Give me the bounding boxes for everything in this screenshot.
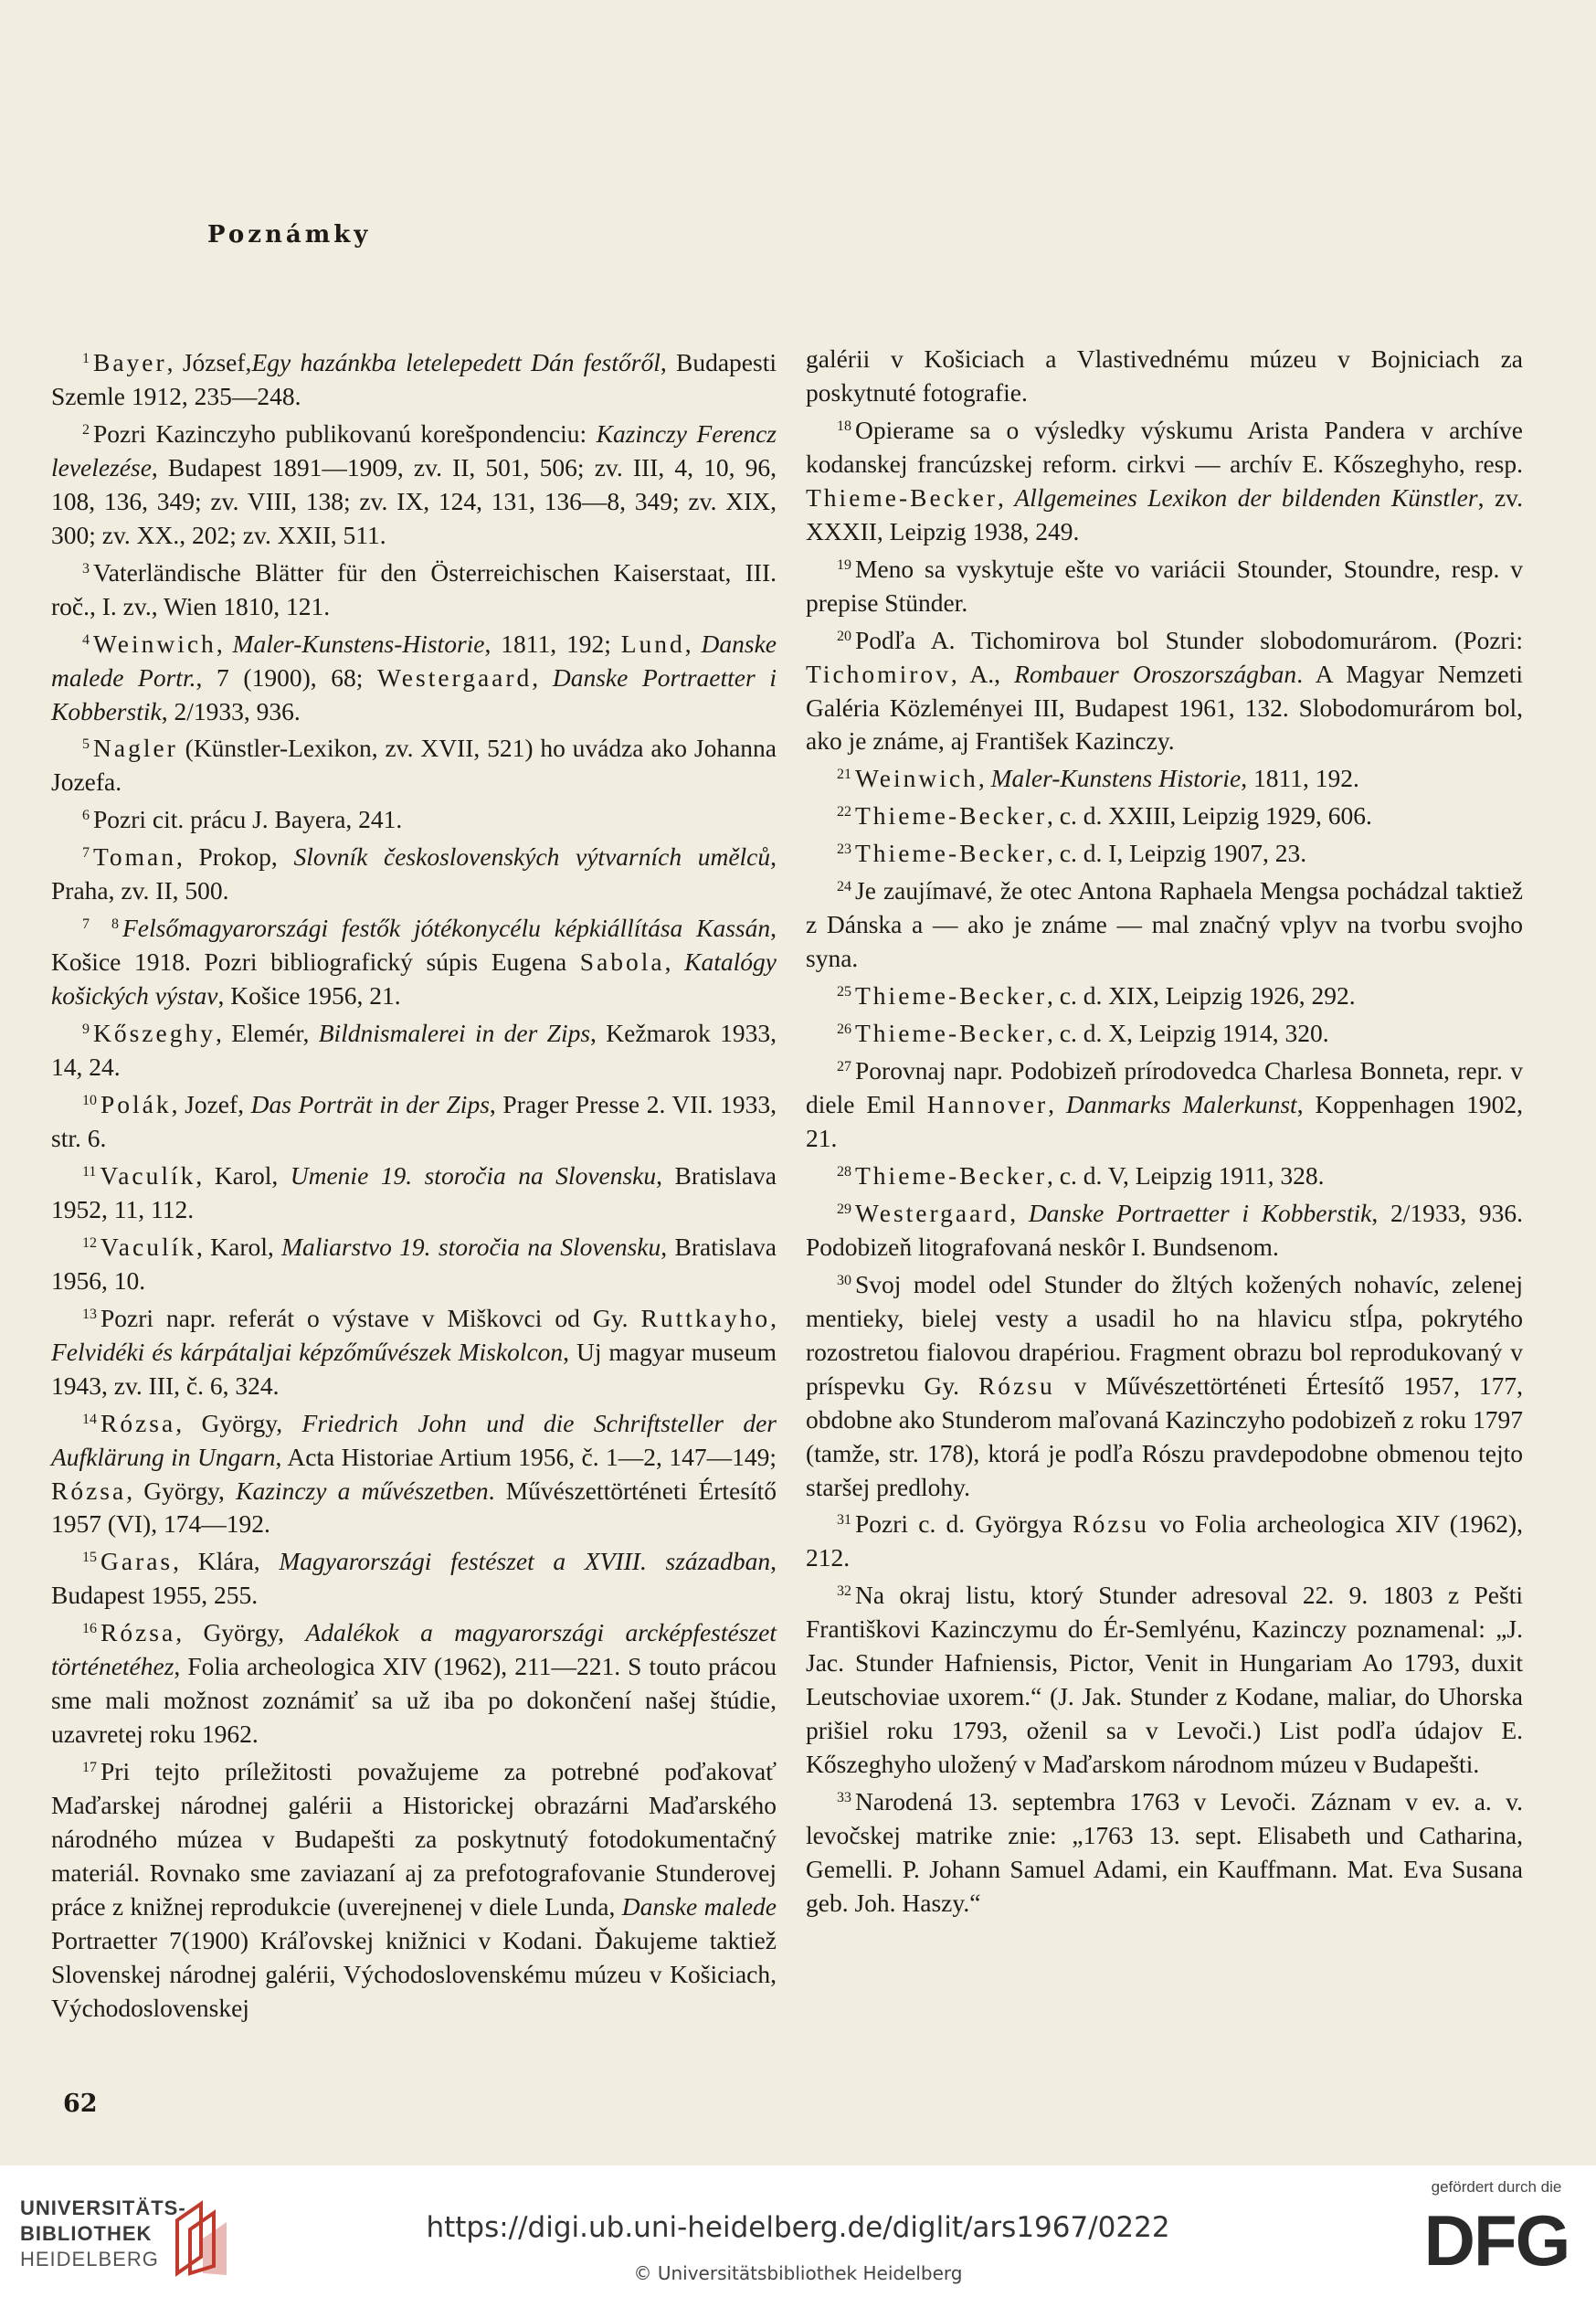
footnote-number: 2 <box>82 421 90 438</box>
footnote-number: 14 <box>82 1411 97 1427</box>
footnote-number: 33 <box>837 1790 851 1806</box>
notes-column-left <box>51 343 777 2026</box>
footnote-6 <box>51 799 777 837</box>
footnote-number: 12 <box>82 1234 97 1251</box>
footnote-number: 9 <box>82 1021 90 1038</box>
footnote-text: Pozri napr. referát o výstave v Miškovci od Gy. Ruttkayho, Felvidéki és kárpátaljai képzőművészek Miskolcon, Uj magyar museum 1943, zv. III, č. 6, 324. <box>51 1303 777 1400</box>
footnote-number: 10 <box>82 1093 97 1109</box>
footnote-19 <box>806 549 1523 620</box>
footnote-number: 5 <box>82 736 90 753</box>
footnote-13 <box>51 1298 777 1403</box>
footnote-text: Rózsa, György, Friedrich John und die Schriftsteller der Aufklärung in Ungarn, Acta Historiae Artium 1956, č. 1—2, 147—149; Rózsa, György, Kazinczy a művészetben. Művészettörténeti Értesítő 1957 (VI), 174—192. <box>51 1408 777 1539</box>
footnote-text: Svoj model odel Stunder do žltých kožených nohavíc, zelenej mentieky, bielej vesty a usadil ho na hlavicu stĺpa, pokrytého rozostretou fialovou drapériou. Fragment obrazu bol reprodukovaný v príspevku Gy. Rózsu v Művészettörténeti Értesítő 1957, 177, obdobne ako Stunderom maľovaná Kazinczyho podobizeň z roku 1797 (tamže, str. 178), ktorá je podľa Rószu pravdepodobne obmenou tejto staršej predlohy. <box>806 1269 1524 1501</box>
footnote-number: 4 <box>82 631 90 648</box>
footnote-18 <box>806 410 1523 549</box>
footnote-text: Polák, Jozef, Das Porträt in der Zips, Prager Presse 2. VII. 1933, str. 6. <box>51 1090 777 1152</box>
footnote-number: 24 <box>837 879 851 895</box>
notes-column-right <box>806 343 1523 1921</box>
footnote-15 <box>51 1541 777 1613</box>
footnote-3 <box>51 553 777 624</box>
footnote-text: Vaterländische Blätter für den Österreichischen Kaiserstaat, III. roč., I. zv., Wien 1810, 121. <box>51 557 777 620</box>
footnote-2 <box>51 414 777 553</box>
footnote-text: Thieme-Becker, c. d. XXIII, Leipzig 1929, 606. <box>855 801 1372 831</box>
footnote-text: Na okraj listu, ktorý Stunder adresoval 22. 9. 1803 z Pešti Františkovi Kazinczymu do Ér-Semlyénu, Kazinczy poznamenal: „J. Jac. Stunder Hafniensis, Pictor, Venit in Hungariam Ao 1793, duxit Leutschoviae uxorem.“ (J. Jak. Stunder z Kodane, maliar, do Uhorska prišiel roku 1793, oženil sa v Levoči.) List podľa údajov E. Kőszeghyho uložený v Maďarskom národnom múzeu v Budapešti. <box>806 1581 1523 1779</box>
funder-name: DFG <box>1423 2200 1570 2281</box>
footnote-number: 19 <box>837 556 851 573</box>
footnote-number: 31 <box>837 1512 851 1529</box>
footnote-text: Thieme-Becker, c. d. V, Leipzig 1911, 328. <box>855 1160 1325 1190</box>
footnote-number: 23 <box>837 842 851 858</box>
library-name-line-1: UNIVERSITÄTS- <box>20 2196 186 2219</box>
footnote-20 <box>806 620 1523 759</box>
footnote-number: 20 <box>837 628 851 644</box>
footnote-5 <box>51 728 777 799</box>
footnote-text: Pozri Kazinczyho publikovanú korešpondenciu: Kazinczy Ferencz levelezése, Budapest 1891—1909, zv. II, 501, 506; zv. III, 4, 10, 96, 108, 136, 349; zv. VIII, 138; zv. IX, 124, 131, 136—8, 349; zv. XIX, 300; zv. XX., 202; zv. XXII, 511. <box>51 418 777 549</box>
footnote-text: Je zaujímavé, že otec Antona Raphaela Mengsa pochádzal taktiež z Dánska a — ako je známe — mal značný vplyv na tvorbu svojho syna. <box>806 876 1523 973</box>
footnote-number: 8 <box>111 916 119 933</box>
footnote-24 <box>806 871 1523 976</box>
footnote-number: 16 <box>82 1621 97 1637</box>
footnote-4 <box>51 624 777 729</box>
footnote-11 <box>51 1156 777 1227</box>
footnote-number: 30 <box>837 1272 851 1288</box>
footnote-text: Opierame sa o výsledky výskumu Arista Pandera v archíve kodanskej francúzskej reform. cirkvi — archív E. Kőszeghyho, resp. Thieme-Becker, Allgemeines Lexikon der bildenden Künstler, zv. XXXII, Leipzig 1938, 249. <box>806 415 1523 545</box>
footnote-continued <box>806 343 1523 410</box>
footnote-7 <box>51 837 777 908</box>
footnote-26 <box>806 1013 1523 1051</box>
library-name-line-2: BIBLIOTHEK <box>20 2222 153 2245</box>
footnote-text: Thieme-Becker, c. d. I, Leipzig 1907, 23. <box>855 839 1307 868</box>
footnote-16 <box>51 1613 777 1752</box>
funder-label: gefördert durch die <box>1431 2178 1562 2196</box>
footnote-29 <box>806 1193 1523 1265</box>
footnote-text: Pozri c. d. Györgya Rózsu vo Folia archeologica XIV (1962), 212. <box>806 1509 1523 1572</box>
document-url-link[interactable]: https://digi.ub.uni-heidelberg.de/diglit/ars1967/0222 <box>426 2211 1170 2244</box>
footnote-number: 32 <box>837 1583 851 1600</box>
funder-logo[interactable] <box>1419 2178 1574 2288</box>
footnote-text: Garas, Klára, Magyarországi festészet a XVIII. században, Budapest 1955, 255. <box>51 1547 777 1610</box>
footnote-text: Vaculík, Karol, Maliarstvo 19. storočia na Slovensku, Bratislava 1956, 10. <box>51 1232 777 1295</box>
footnote-text: Toman, Prokop, Slovník československých výtvarních umělců, Praha, zv. II, 500. <box>51 842 777 905</box>
page-heading: Poznámky <box>207 221 372 249</box>
footnote-number: 11 <box>82 1163 97 1180</box>
footnote-text: Thieme-Becker, c. d. X, Leipzig 1914, 320. <box>855 1019 1329 1048</box>
footnote-number: 26 <box>837 1021 851 1038</box>
footnote-21 <box>806 758 1523 796</box>
footnote-number: 28 <box>837 1163 851 1180</box>
footnote-number: 17 <box>82 1760 97 1776</box>
footnote-number: 21 <box>837 767 851 783</box>
footnote-text: Westergaard, Danske Portraetter i Kobberstik, 2/1933, 936. Podobizeň litografovaná neskôr I. Bundsenom. <box>806 1198 1524 1261</box>
footnote-text: Narodená 13. septembra 1763 v Levoči. Záznam v ev. a. v. levočskej matrike znie: „1763 13. sept. Elisabeth und Catharina, Gemelli. P. Johann Samuel Adami, ein Kauffmann. Mat. Eva Susana geb. Joh. Haszy.“ <box>806 1787 1523 1917</box>
footnote-text: galérii v Košiciach a Vlastivednému múzeu v Bojniciach za poskytnuté fotografie. <box>806 344 1523 407</box>
footnote-number: 29 <box>837 1201 851 1217</box>
footnote-14 <box>51 1403 777 1542</box>
footnote-22 <box>806 796 1523 833</box>
footnote-text: Weinwich, Maler-Kunstens-Historie, 1811, 192; Lund, Danske malede Portr., 7 (1900), 68; Westergaard, Danske Portraetter i Kobberstik, 2/1933, 936. <box>51 629 777 725</box>
footnote-number: 18 <box>837 418 851 434</box>
footnote-number: 27 <box>837 1059 851 1075</box>
footnote-number: 15 <box>82 1550 97 1566</box>
footnote-number: 6 <box>82 808 90 824</box>
library-name-line-3: HEIDELBERG <box>20 2248 159 2271</box>
footnote-text: Podľa A. Tichomirova bol Stunder slobodomurárom. (Pozri: Tichomirov, A., Rombauer Oroszországban. A Magyar Nemzeti Galéria Közleményei III, Budapest 1961, 132. Slobodomurárom bol, ako je známe, aj František Kazinczy. <box>806 625 1524 756</box>
footnote-12 <box>51 1227 777 1298</box>
copyright-notice: © Universitätsbibliothek Heidelberg <box>633 2262 963 2284</box>
footnote-number: 1 <box>82 351 90 366</box>
footnote-10 <box>51 1085 777 1156</box>
footnote-28 <box>806 1156 1523 1193</box>
footnote-stray-number: 7 <box>82 916 90 933</box>
footnote-31 <box>806 1504 1523 1575</box>
footnote-number: 13 <box>82 1306 97 1322</box>
footnote-27 <box>806 1051 1523 1156</box>
footnote-text: Pri tejto príležitosti považujeme za potrebné poďakovať Maďarskej národnej galérii a Historickej obrazárni Maďarského národného múzea v Budapešti za poskytnutý fotodokumentačný materiál. Rovnako sme zaviazaní aj za prefotografovanie Stunderovej práce z knižnej reprodukcie (uverejnenej v diele Lunda, Danske malede Portraetter 7(1900) Kráľovskej knižnici v Kodani. Ďakujeme taktiež Slovenskej národnej galérii, Východoslovenskému múzeu v Košiciach, Východoslovenskej <box>51 1757 777 2022</box>
footnote-1 <box>51 343 777 414</box>
footnote-text: Bayer, József,Egy hazánkba letelepedett Dán festőről, Budapesti Szemle 1912, 235—248. <box>51 348 777 410</box>
footnote-32 <box>806 1575 1523 1782</box>
footnote-text: Meno sa vyskytuje ešte vo variácii Stounder, Stoundre, resp. v prepise Stünder. <box>806 554 1523 617</box>
footnote-text: Pozri cit. prácu J. Bayera, 241. <box>93 805 403 834</box>
footnote-text: Vaculík, Karol, Umenie 19. storočia na Slovensku, Bratislava 1952, 11, 112. <box>51 1160 777 1223</box>
footnote-8 <box>51 908 777 1013</box>
footnote-text: Rózsa, György, Adalékok a magyarországi arcképfestészet történetéhez, Folia archeologica XIV (1962), 211—221. S touto prácou sme mali možnost zoznámiť sa už iba po dokončení našej štúdie, uzavretej roku 1962. <box>51 1618 777 1749</box>
footnote-text: Weinwich, Maler-Kunstens Historie, 1811, 192. <box>855 764 1359 793</box>
footnote-17 <box>51 1752 777 2026</box>
footnote-number: 25 <box>837 984 851 1000</box>
page-number: 62 <box>63 2090 98 2118</box>
footnote-number: 7 <box>82 845 90 862</box>
footnote-number: 3 <box>82 560 90 577</box>
footnote-33 <box>806 1782 1523 1921</box>
footnote-text: Kőszeghy, Elemér, Bildnismalerei in der Zips, Kežmarok 1933, 14, 24. <box>51 1019 777 1082</box>
footnote-9 <box>51 1013 777 1085</box>
footnote-number: 22 <box>837 804 851 820</box>
footnote-text: Porovnaj napr. Podobizeň prírodovedca Charlesa Bonneta, repr. v diele Emil Hannover, Danmarks Malerkunst, Koppenhagen 1902, 21. <box>806 1056 1523 1152</box>
footnote-text: Nagler (Künstler-Lexikon, zv. XVII, 521) ho uvádza ako Johanna Jozefa. <box>51 734 777 797</box>
footnote-25 <box>806 976 1523 1013</box>
footnote-text: Felsőmagyarországi festők jótékonycélu képkiállítása Kassán, Košice 1918. Pozri bibliografický súpis Eugena Sabola, Katalógy košických výstav, Košice 1956, 21. <box>51 914 777 1011</box>
footnote-30 <box>806 1265 1523 1505</box>
footnote-text: Thieme-Becker, c. d. XIX, Leipzig 1926, 292. <box>855 981 1356 1011</box>
footnote-23 <box>806 833 1523 871</box>
footer-bar <box>0 2165 1596 2297</box>
